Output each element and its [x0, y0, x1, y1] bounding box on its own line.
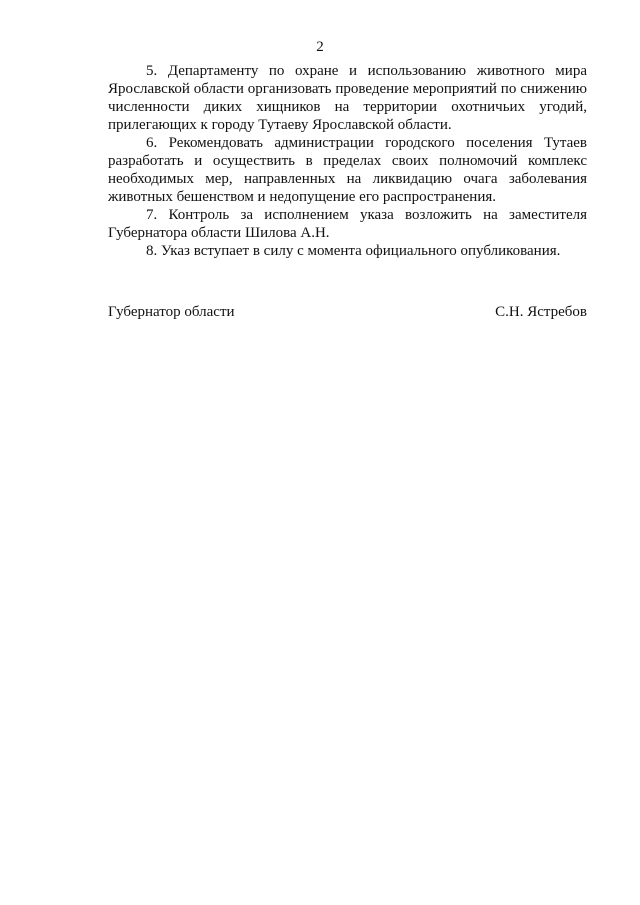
paragraph-8: 8. Указ вступает в силу с момента официального опубликования.: [146, 243, 561, 259]
page-number: 2: [316, 39, 324, 55]
document-body: [108, 62, 587, 260]
paragraph-6: 6. Рекомендовать администрации городского поселения Тутаев разработать и осуществить в пределах своих полномочий комплекс необходимых мер, направленных на ликвидацию очага заболевания животных бешенством и недопущение его распространения.: [108, 135, 587, 205]
signature-block: [108, 303, 587, 321]
signatory-name: С.Н. Ястребов: [495, 304, 587, 320]
signatory-title: Губернатор области: [108, 304, 235, 320]
paragraph-7: 7. Контроль за исполнением указа возложить на заместителя Губернатора области Шилова А.Н.: [108, 207, 587, 241]
paragraph-5: 5. Департаменту по охране и использованию животного мира Ярославской области организовать проведение мероприятий по снижению численности диких хищников на территории охотничьих угодий, прилегающих к городу Тутаеву Ярославской области.: [108, 63, 587, 133]
